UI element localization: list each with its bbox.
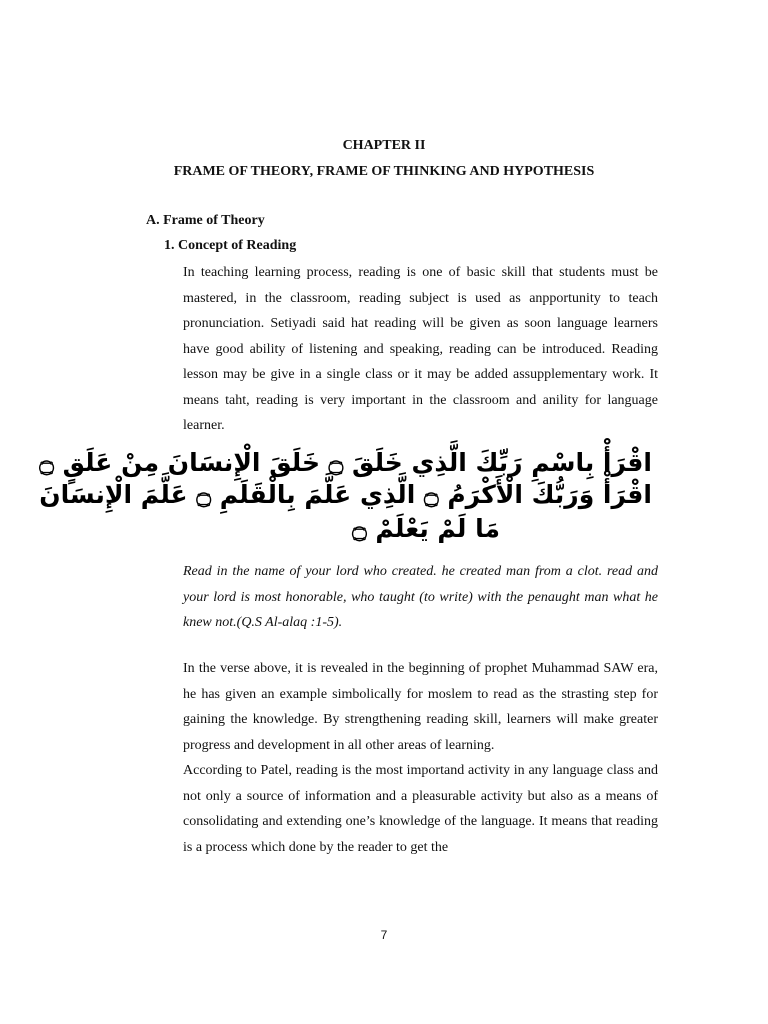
arabic-verse-line-2: اقْرَأْ وَرَبُّكَ الْأَكْرَمُ ۝ الَّذِي عَلَّمَ بِالْقَلَمِ ۝ عَلَّمَ الْإِنسَانَ <box>39 480 652 509</box>
translation-text: Read in the name of your lord who created. he created man from a clot. read and your lord is most honorable, who taught (to write) with the penaught man what he knew not.(Q.S Al-alaq :1-5). <box>183 564 658 630</box>
arabic-verse-image <box>39 446 660 546</box>
paragraph-text: In teaching learning process, reading is one of basic skill that students must be mastered, in the classroom, reading subject is used as anpportunity to teach pronunciation. Setiyadi said hat reading will be given as soon language learners have good ability of listening and speaking, reading can be introduced. Reading lesson may be give in a single class or it may be added assupplementary work. It means taht, reading is very important in the classroom and anility for language learner. <box>183 265 658 433</box>
paragraph-reading-intro <box>183 260 658 439</box>
arabic-verse-line-1: اقْرَأْ بِاسْمِ رَبِّكَ الَّذِي خَلَقَ ۝ خَلَقَ الْإِنسَانَ مِنْ عَلَقٍ ۝ <box>39 448 652 477</box>
paragraph-verse-explanation <box>183 656 658 860</box>
paragraph-text: According to Patel, reading is the most importand activity in any language class and not only a source of information and a pleasurable activity but also as a means of consolidating and extending one’s knowledge of the language. It means that reading is a process which done by the reader to get the <box>183 763 658 855</box>
subsection-heading-1: 1. Concept of Reading <box>164 238 297 253</box>
page-number: 7 <box>380 928 388 942</box>
arabic-verse-line-3: مَا لَمْ يَعْلَمْ ۝ <box>352 514 500 543</box>
chapter-title: FRAME OF THEORY, FRAME OF THINKING AND HYPOTHESIS <box>173 164 595 179</box>
paragraph-text: In the verse above, it is revealed in the beginning of prophet Muhammad SAW era, he has given an example simbolically for moslem to read as the strasting step for gaining the knowledge. By strengthening reading skill, learners will make greater progress and development in all other areas of learning. <box>183 661 658 753</box>
verse-translation <box>183 559 658 636</box>
section-heading-a: A. Frame of Theory <box>146 213 265 228</box>
chapter-heading: CHAPTER II <box>342 138 426 153</box>
